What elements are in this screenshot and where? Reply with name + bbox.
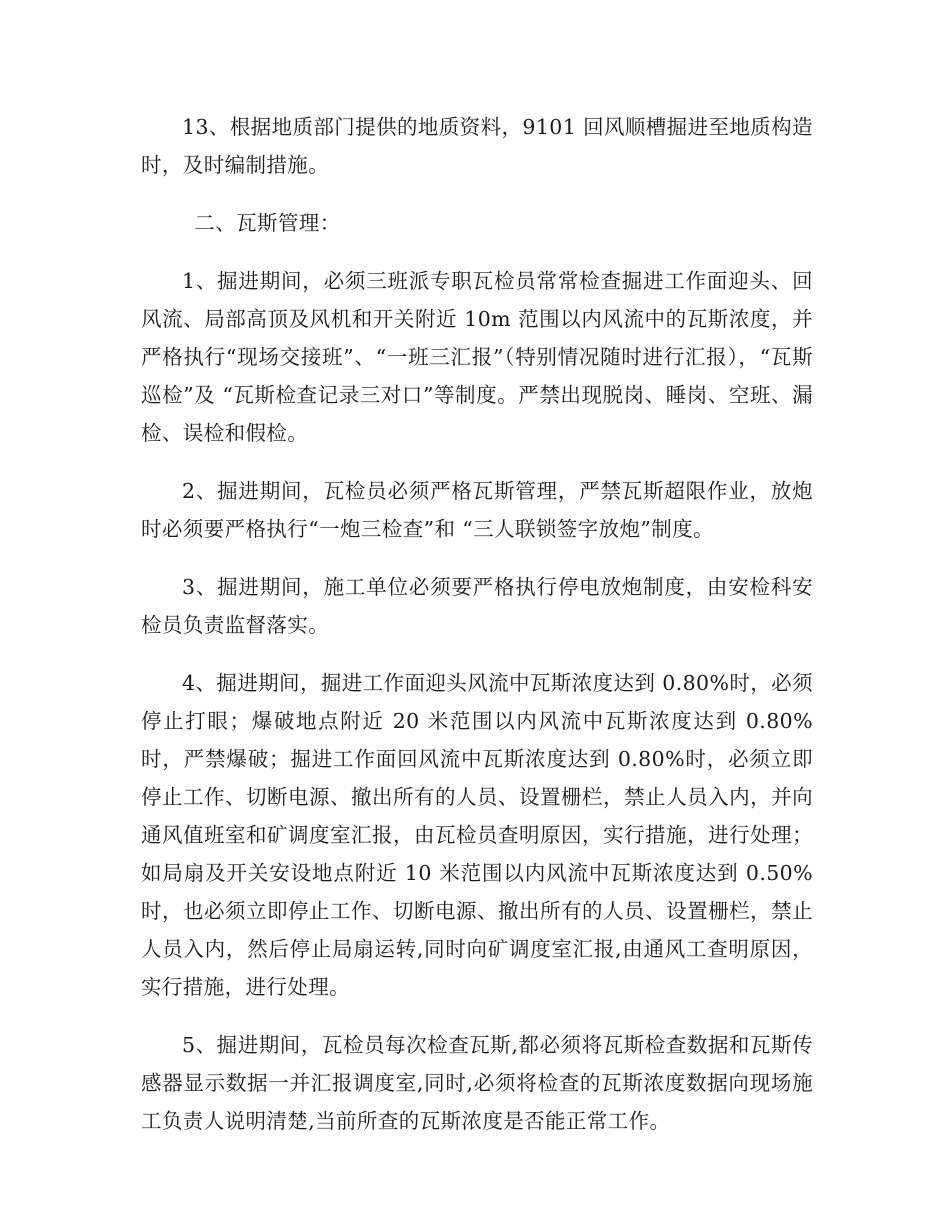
- paragraph-5-reporting: 5、掘进期间，瓦检员每次检查瓦斯,都必须将瓦斯检查数据和瓦斯传感器显示数据一并汇报调度室,同时,必须将检查的瓦斯浓度数据向现场施工负责人说明清楚,当前所查的瓦斯浓度是否能正常工作。: [141, 1033, 813, 1133]
- paragraph-13-geology: 13、根据地质部门提供的地质资料，9101 回风顺槽掘进至地质构造时，及时编制措施。: [141, 115, 813, 177]
- paragraph-1-inspection: 1、掘进期间，必须三班派专职瓦检员常常检查掘进工作面迎头、回风流、局部高顶及风机和开关附近 10m 范围以内风流中的瓦斯浓度，并严格执行“现场交接班”、“一班三汇报”（特别情况随时进行汇报），“瓦斯巡检”及 “瓦斯检查记录三对口”等制度。严禁出现脱岗、睡岗、空班、漏检、误检和假检。: [141, 269, 813, 445]
- paragraph-2-blasting: 2、掘进期间，瓦检员必须严格瓦斯管理，严禁瓦斯超限作业，放炮时必须要严格执行“一炮三检查”和 “三人联锁签字放炮”制度。: [141, 479, 813, 541]
- section-heading-gas-management: 二、瓦斯管理：: [194, 211, 341, 235]
- paragraph-3-power-off: 3、掘进期间，施工单位必须要严格执行停电放炮制度，由安检科安检员负责监督落实。: [141, 575, 813, 637]
- paragraph-4-concentration-limits: 4、掘进期间，掘进工作面迎头风流中瓦斯浓度达到 0.80%时，必须停止打眼；爆破地点附近 20 米范围以内风流中瓦斯浓度达到 0.80%时，严禁爆破；掘进工作面回风流中瓦斯浓度达到 0.80%时，必须立即停止工作、切断电源、撤出所有的人员、设置栅栏，禁止人员入内，并向通风值班室和矿调度室汇报，由瓦检员查明原因，实行措施，进行处理；如局扇及开关安设地点附近 10 米范围以内风流中瓦斯浓度达到 0.50%时，也必须立即停止工作、切断电源、撤出所有的人员、设置栅栏，禁止人员入内，然后停止局扇运转,同时向矿调度室汇报,由通风工查明原因，实行措施，进行处理。: [141, 671, 813, 999]
- document-body: [141, 108, 813, 1160]
